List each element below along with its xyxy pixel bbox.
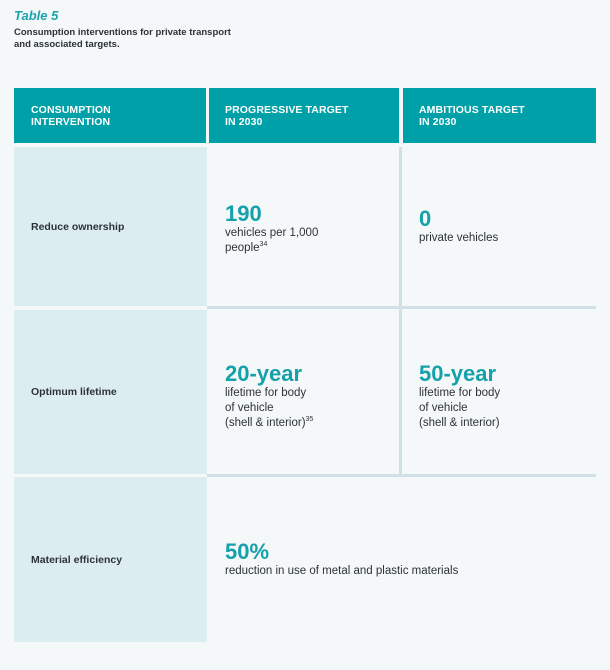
target-description xyxy=(225,226,399,256)
table-title: Table 5 xyxy=(14,8,59,23)
header-line: IN 2030 xyxy=(419,116,457,128)
header-line: CONSUMPTION xyxy=(31,104,111,116)
row-label-optimum-lifetime xyxy=(14,310,207,474)
progressive-cell-optimum-lifetime xyxy=(209,310,399,474)
intervention-label: Material efficiency xyxy=(31,553,123,566)
target-description xyxy=(225,564,596,579)
desc-line: lifetime for body xyxy=(225,386,307,399)
header-consumption-intervention xyxy=(14,88,206,143)
row-label-material-efficiency xyxy=(14,477,207,642)
target-description xyxy=(225,386,399,431)
header-ambitious-target xyxy=(403,88,596,143)
progressive-cell-reduce-ownership xyxy=(209,147,399,306)
footnote-ref: 34 xyxy=(259,240,268,248)
desc-line xyxy=(225,241,399,256)
column-divider xyxy=(399,147,402,474)
desc-line: lifetime for body xyxy=(419,386,501,399)
table-caption: Consumption interventions for private transport and associated targets. xyxy=(14,27,231,50)
header-line: PROGRESSIVE TARGET xyxy=(225,104,349,116)
ambitious-cell-optimum-lifetime xyxy=(403,310,596,474)
desc-text: people xyxy=(225,241,260,254)
target-value: 50% xyxy=(225,539,270,564)
desc-text: (shell & interior) xyxy=(225,416,306,429)
desc-line: (shell & interior) xyxy=(419,416,500,429)
desc-line: of vehicle xyxy=(225,401,274,414)
target-description xyxy=(419,386,596,431)
desc-line: of vehicle xyxy=(419,401,468,414)
combined-cell-material-efficiency xyxy=(209,477,596,642)
target-value: 20-year xyxy=(225,360,303,386)
target-value: 190 xyxy=(225,200,262,226)
row-divider xyxy=(207,474,596,477)
header-progressive-target xyxy=(209,88,399,143)
desc-line xyxy=(225,416,399,431)
target-value: 50-year xyxy=(419,360,497,386)
row-label-reduce-ownership xyxy=(14,147,207,306)
intervention-label: Optimum lifetime xyxy=(31,386,117,398)
header-line: IN 2030 xyxy=(225,116,263,128)
target-description xyxy=(419,231,596,246)
footnote-ref: 35 xyxy=(305,415,314,423)
header-line: AMBITIOUS TARGET xyxy=(419,104,525,116)
desc-line: private vehicles xyxy=(419,232,499,244)
desc-line: vehicles per 1,000 xyxy=(225,226,319,239)
intervention-label: Reduce ownership xyxy=(31,220,125,233)
ambitious-cell-reduce-ownership xyxy=(403,147,596,306)
desc-line: reduction in use of metal and plastic materials xyxy=(225,565,459,577)
row-divider xyxy=(207,306,596,309)
header-line: INTERVENTION xyxy=(31,116,111,128)
target-value: 0 xyxy=(419,206,432,231)
